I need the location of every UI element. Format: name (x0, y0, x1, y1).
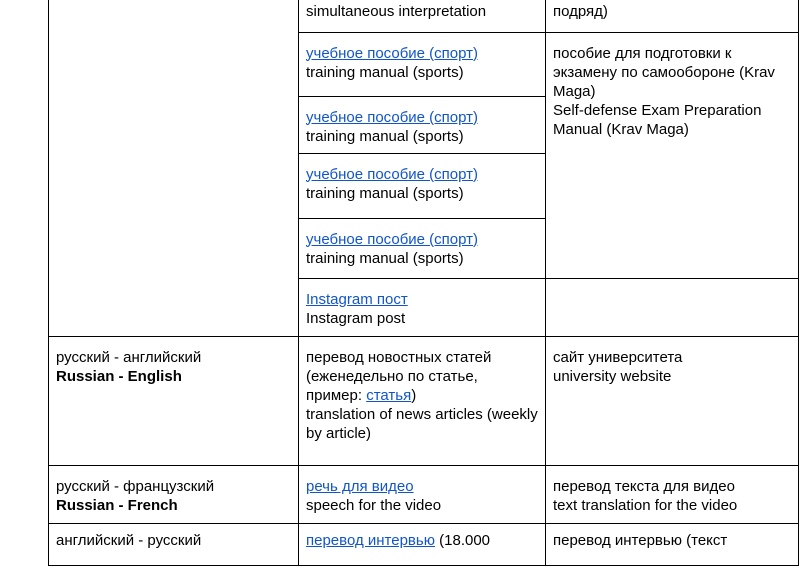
work-type-text-after: (18.000 (434, 531, 491, 549)
language-pair-en: Russian - English (56, 367, 182, 385)
description-ru: перевод текста для видео (553, 477, 735, 495)
description-en: text translation for the video (553, 496, 738, 514)
description-cell (546, 336, 799, 465)
work-type-cell (299, 32, 546, 96)
work-type-cell (299, 523, 546, 565)
article-link[interactable]: статья (366, 386, 412, 404)
instagram-post-link[interactable]: Instagram пост (306, 290, 408, 308)
description-en: university website (553, 367, 672, 385)
training-manual-link[interactable]: учебное пособие (спорт) (306, 165, 479, 183)
work-type-cell (299, 465, 546, 523)
work-type-translation: training manual (sports) (306, 127, 464, 145)
krav-maga-description-cell (546, 32, 799, 278)
work-type-cell (299, 153, 546, 218)
description-cell (546, 523, 799, 565)
work-type-translation: training manual (sports) (306, 184, 464, 202)
description-ru: сайт университета (553, 348, 683, 366)
language-pair-ru: русский - английский (56, 348, 202, 366)
language-pair-ru: русский - французский (56, 477, 215, 495)
work-type-text-after: ) (411, 386, 417, 404)
table-row (49, 336, 799, 465)
work-type-translation: speech for the video (306, 496, 442, 514)
work-type-translation: translation of news articles (weekly by article) (306, 405, 538, 442)
work-type-cell (299, 278, 546, 336)
description-cell-empty (546, 278, 799, 336)
training-manual-link[interactable]: учебное пособие (спорт) (306, 108, 479, 126)
interview-translation-link[interactable]: перевод интервью (306, 531, 435, 549)
description-cell (546, 465, 799, 523)
table-row (49, 465, 799, 523)
language-pair-ru: английский - русский (56, 531, 202, 549)
work-type-cell (299, 218, 546, 278)
work-type-translation: training manual (sports) (306, 63, 464, 81)
language-pair-cell (49, 465, 299, 523)
translation-portfolio-table (48, 0, 799, 566)
language-pair-cell (49, 336, 299, 465)
training-manual-link[interactable]: учебное пособие (спорт) (306, 44, 479, 62)
work-type-translation: training manual (sports) (306, 249, 464, 267)
work-type-cell (299, 0, 546, 32)
table-row (49, 523, 799, 565)
language-pair-cell (49, 523, 299, 565)
table-row (49, 0, 799, 32)
work-type-translation: Instagram post (306, 309, 406, 327)
language-pair-en: Russian - French (56, 496, 178, 514)
description-text: подряд) (553, 3, 608, 20)
language-pair-merged-cell (49, 0, 299, 336)
description-en: Self-defense Exam Preparation Manual (Krav Maga) (553, 101, 762, 138)
description-text: перевод интервью (текст (553, 531, 728, 549)
description-cell (546, 0, 799, 32)
work-type-text: перевод новостных статей (еженедельно по статье, пример: (306, 348, 492, 404)
training-manual-link[interactable]: учебное пособие (спорт) (306, 230, 479, 248)
description-ru: пособие для подготовки к экзамену по самообороне (Krav Maga) (553, 44, 775, 100)
work-type-cell (299, 336, 546, 465)
work-type-cell (299, 96, 546, 153)
work-type-text: simultaneous interpretation (306, 3, 487, 20)
speech-for-video-link[interactable]: речь для видео (306, 477, 414, 495)
